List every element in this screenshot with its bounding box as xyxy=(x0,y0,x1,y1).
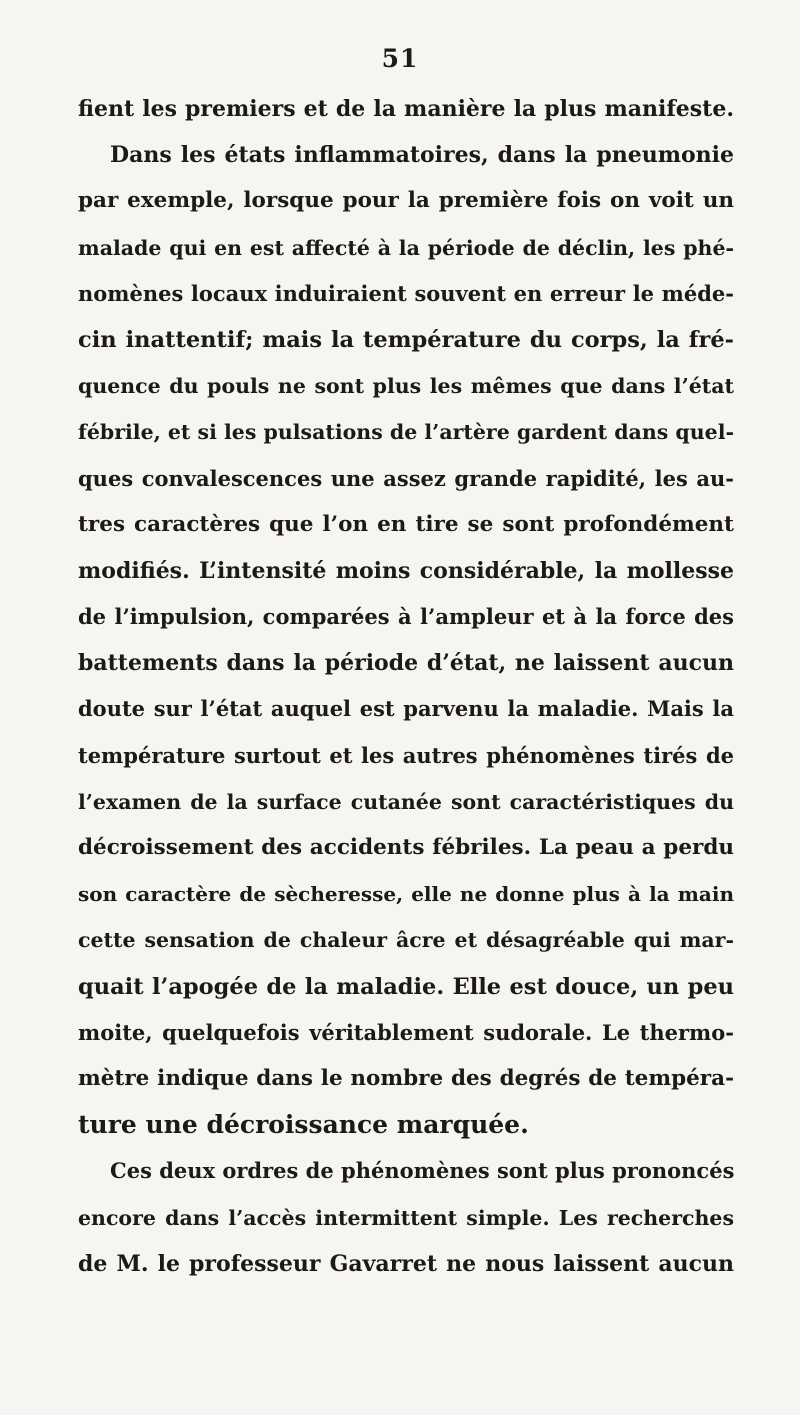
text-line: quence du pouls ne sont plus les mêmes que dans l’état xyxy=(78,374,734,399)
text-line: de l’impulsion, comparées à l’ampleur et à la force des xyxy=(78,604,734,630)
text-line: doute sur l’état auquel est parvenu la maladie. Mais la xyxy=(78,696,734,722)
text-line: l’examen de la surface cutanée sont caractéristiques du xyxy=(78,789,734,814)
body-text xyxy=(78,86,734,1287)
text-line: cin inattentif; mais la température du corps, la fré- xyxy=(78,326,734,353)
text-line: quait l’apogée de la maladie. Elle est douce, un peu xyxy=(78,973,734,1000)
text-line: ques convalescences une assez grande rapidité, les au- xyxy=(78,465,734,491)
text-line: ture une décroissance marquée. xyxy=(78,1110,529,1140)
text-line: son caractère de sècheresse, elle ne donne plus à la main xyxy=(78,882,734,907)
text-line: battements dans la période d’état, ne laissent aucun xyxy=(78,650,734,677)
text-line: fient les premiers et de la manière la plus manifeste. xyxy=(78,96,734,122)
text-line: mètre indique dans le nombre des degrés de tempéra- xyxy=(78,1065,734,1091)
text-line: encore dans l’accès intermittent simple. Les recherches xyxy=(78,1205,734,1230)
text-line: décroissement des accidents fébriles. La peau a perdu xyxy=(78,835,734,860)
text-line: moite, quelquefois véritablement sudorale. Le thermo- xyxy=(78,1019,734,1045)
text-line: fébrile, et si les pulsations de l’artère gardent dans quel- xyxy=(78,420,734,445)
text-line: nomènes locaux induiraient souvent en erreur le méde- xyxy=(78,280,734,306)
text-line: modifiés. L’intensité moins considérable, la mollesse xyxy=(78,557,734,584)
text-line: par exemple, lorsque pour la première fois on voit un xyxy=(78,188,734,214)
text-line: température surtout et les autres phénomènes tirés de xyxy=(78,742,734,768)
page-number: 51 xyxy=(381,44,419,73)
text-line: malade qui en est affecté à la période de déclin, les phé- xyxy=(78,235,734,260)
text-line: cette sensation de chaleur âcre et désagréable qui mar- xyxy=(78,928,734,953)
text-line: Ces deux ordres de phénomènes sont plus prononcés xyxy=(110,1158,735,1184)
text-line: tres caractères que l’on en tire se sont profondément xyxy=(78,511,734,537)
text-line: Dans les états inflammatoires, dans la pneumonie xyxy=(110,142,734,169)
text-line: de M. le professeur Gavarret ne nous laissent aucun xyxy=(78,1250,734,1277)
